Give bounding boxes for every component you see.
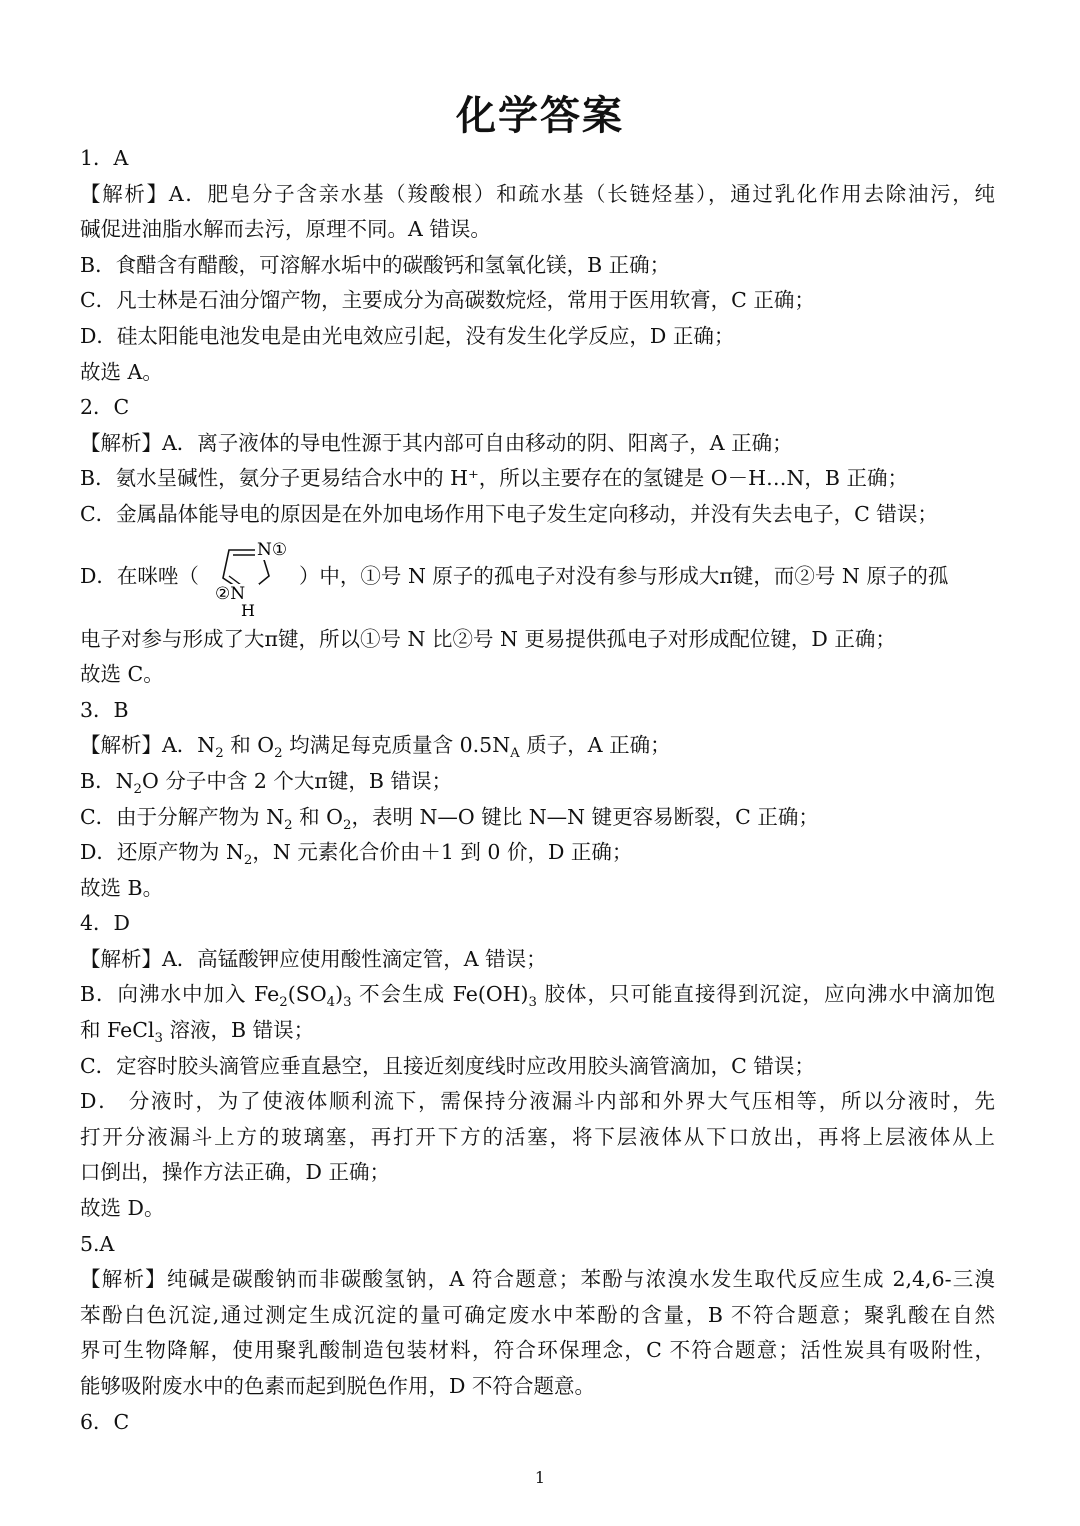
imidazole-n2-label: ②N bbox=[214, 584, 246, 605]
q2-option-c: C．金属晶体能导电的原因是在外加电场作用下电子发生定向移动，并没有失去电子，C 错误； bbox=[80, 501, 938, 526]
imidazole-n1-label: N① bbox=[256, 540, 288, 561]
q2-option-a: 【解析】A．离子液体的导电性源于其内部可自由移动的阴、阳离子，A 正确； bbox=[80, 430, 793, 455]
page-number: 1 bbox=[534, 1468, 546, 1487]
q5-explanation-line: 能够吸附废水中的色素而起到脱色作用，D 不符合题意。 bbox=[80, 1374, 595, 1398]
q3-conclusion: 故选 B。 bbox=[80, 875, 164, 900]
q4-option-b: B．向沸水中加入 $Fe_2(SO_4)_3$ 不会生成 $Fe(OH)_3$ 胶体，只可能直接得到沉淀，应向沸水中滴加饱 bbox=[80, 982, 995, 1011]
q2-option-d-continued: 电子对参与形成了大π键，所以①号 N 比②号 N 更易提供孤电子对形成配位键，D 正确； bbox=[80, 626, 896, 651]
q5-explanation-line: 【解析】纯碱是碳酸钠而非碳酸氢钠，A 符合题意；苯酚与浓溴水发生取代反应生成 2,4,6-三溴 bbox=[80, 1267, 995, 1292]
q4-option-d-continued: 口倒出，操作方法正确，D 正确； bbox=[80, 1160, 390, 1185]
q4-conclusion: 故选 D。 bbox=[80, 1196, 165, 1221]
q1-option-b: B．食醋含有醋酸，可溶解水垢中的碳酸钙和氢氧化镁，B 正确； bbox=[80, 252, 671, 277]
q5-explanation-line: 界可生物降解，使用聚乳酸制造包装材料，符合环保理念，C 不符合题意；活性炭具有吸附性， bbox=[80, 1338, 995, 1363]
q1-answer: 1．A bbox=[80, 146, 129, 170]
q2-d-text-before: D．在咪唑（ bbox=[80, 564, 199, 589]
q5-explanation-line: 苯酚白色沉淀,通过测定生成沉淀的量可确定废水中苯酚的含量，B 不符合题意；聚乳酸在自然 bbox=[80, 1302, 995, 1327]
q3-option-c: C．由于分解产物为 $N_2$ 和 $O_2$，表明 N—O 键比 N—N 键更容易断裂，C 正确； bbox=[80, 804, 819, 833]
answer-content bbox=[80, 141, 995, 1440]
q4-option-d-continued: 打开分液漏斗上方的玻璃塞，再打开下方的活塞，将下层液体从下口放出，再将上层液体从上 bbox=[80, 1124, 995, 1149]
q1-option-c: C．凡士林是石油分馏产物，主要成分为高碳数烷烃，常用于医用软膏，C 正确； bbox=[80, 288, 815, 313]
imidazole-h-label: H bbox=[240, 601, 255, 619]
q5-answer: 5.A bbox=[80, 1231, 115, 1256]
page-title: 化学答案 bbox=[456, 93, 624, 139]
q1-option-d: D．硅太阳能电池发电是由光电效应引起，没有发生化学反应，D 正确； bbox=[80, 323, 735, 348]
q4-option-c: C．定容时胶头滴管应垂直悬空，且接近刻度线时应改用胶头滴管滴加，C 错误； bbox=[80, 1053, 815, 1078]
q2-answer: 2．C bbox=[80, 395, 130, 420]
q2-d-text-after: ）中，①号 N 原子的孤电子对没有参与形成大π键，而②号 N 原子的孤 bbox=[298, 564, 949, 589]
q4-answer: 4．D bbox=[80, 911, 130, 936]
q4-option-d: D． 分液时，为了使液体顺利流下，需保持分液漏斗内部和外界大气压相等，所以分液时，先 bbox=[80, 1089, 995, 1114]
q3-answer: 3．B bbox=[80, 697, 129, 722]
q4-option-b-continued: 和 FeCl$_3$ 溶液，B 错误； bbox=[80, 1018, 315, 1047]
q3-option-b: B．$N_2O$ 分子中含 2 个大π键，B 错误； bbox=[80, 768, 452, 797]
q1-explanation-line: 【解析】A．肥皂分子含亲水基（羧酸根）和疏水基（长链烃基），通过乳化作用去除油污，纯 bbox=[80, 181, 995, 206]
q6-answer: 6．C bbox=[80, 1409, 130, 1434]
q1-explanation-line: 碱促进油脂水解而去污，原理不同。A 错误。 bbox=[80, 217, 491, 242]
q2-option-b: B．氨水呈碱性，氨分子更易结合水中的 H⁺，所以主要存在的氢键是 O－H…N，B 正确； bbox=[80, 466, 908, 491]
q3-option-d: D．还原产物为 $N_2$，N 元素化合价由＋1 到 0 价，D 正确； bbox=[80, 840, 633, 869]
imidazole-structure bbox=[203, 536, 295, 618]
q4-option-a: 【解析】A．高锰酸钾应使用酸性滴定管，A 错误； bbox=[80, 946, 547, 971]
q2-option-d bbox=[80, 533, 995, 622]
q3-option-a: 【解析】A．$N_2$ 和 $O_2$ 均满足每克质量含 $0.5N_A$ 质子，A 正确； bbox=[80, 733, 671, 762]
q1-conclusion: 故选 A。 bbox=[80, 359, 163, 384]
q2-conclusion: 故选 C。 bbox=[80, 662, 164, 687]
